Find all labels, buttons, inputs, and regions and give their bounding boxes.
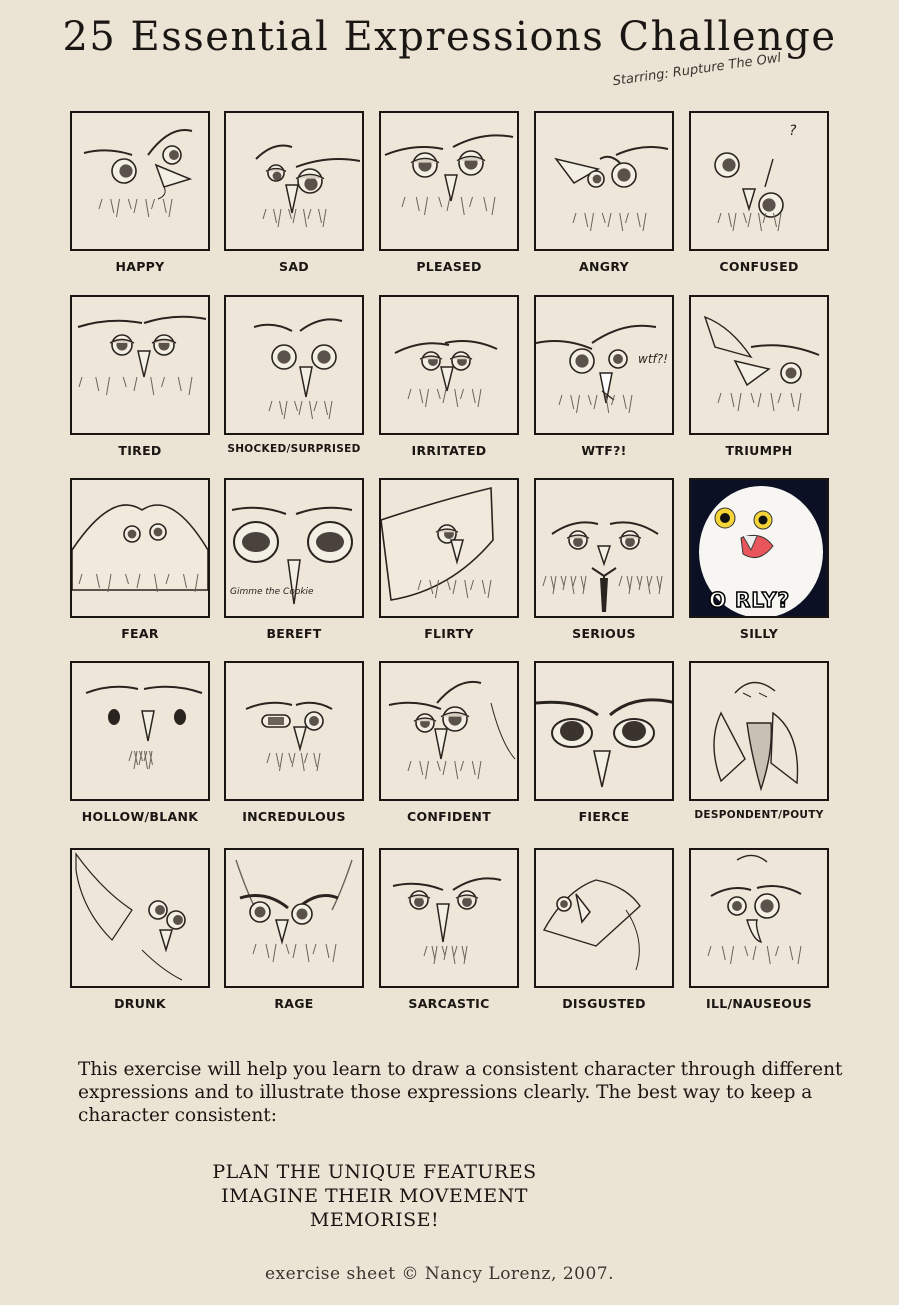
expression-cell-sad xyxy=(224,111,364,274)
expression-label: WTF?! xyxy=(581,443,627,458)
expression-cell-triumph xyxy=(689,295,829,458)
body-paragraph: This exercise will help you learn to draw a consistent character through different expressions and to illustrate those expressions clearly. The best way to keep a character consistent: xyxy=(78,1059,843,1126)
expression-cell-pleased xyxy=(379,111,519,274)
expression-cell-flirty xyxy=(379,478,519,641)
plan-line: MEMORISE! xyxy=(309,1209,440,1231)
expression-cell-ill-nauseous xyxy=(689,848,829,1011)
owl-sketch xyxy=(379,661,519,801)
expression-cell-shocked-surprised xyxy=(224,295,364,455)
expression-cell-incredulous xyxy=(224,661,364,824)
expression-cell-disgusted xyxy=(534,848,674,1011)
expression-cell-hollow-blank xyxy=(70,661,210,824)
expression-cell-rage xyxy=(224,848,364,1011)
owl-sketch xyxy=(689,295,829,435)
expression-cell-irritated xyxy=(379,295,519,458)
expression-label: BEREFT xyxy=(266,626,322,641)
silly-caption: O RLY? xyxy=(709,588,791,612)
expression-cell-confident xyxy=(379,661,519,824)
expression-label: PLEASED xyxy=(416,259,482,274)
owl-sketch xyxy=(70,478,210,618)
owl-sketch xyxy=(224,848,364,988)
expression-label: CONFUSED xyxy=(719,259,799,274)
expression-label: FLIRTY xyxy=(424,626,474,641)
expression-cell-fierce xyxy=(534,661,674,824)
expression-label: ANGRY xyxy=(579,259,629,274)
owl-sketch xyxy=(224,111,364,251)
page-subtitle: Starring: Rupture The Owl xyxy=(611,50,782,90)
expression-label: RAGE xyxy=(274,996,314,1011)
owl-sketch xyxy=(534,111,674,251)
expression-cell-despondent-pouty xyxy=(689,661,829,821)
svg-text:Gimme the Cookie: Gimme the Cookie xyxy=(230,587,314,597)
expression-cell-drunk xyxy=(70,848,210,1011)
owl-sketch xyxy=(689,848,829,988)
owl-sketch xyxy=(70,295,210,435)
expression-cell-angry xyxy=(534,111,674,274)
expression-cell-wtf xyxy=(534,295,674,458)
expression-label: HOLLOW/BLANK xyxy=(81,809,199,824)
owl-sketch xyxy=(224,478,364,618)
expression-label: HAPPY xyxy=(115,259,165,274)
owl-sketch xyxy=(379,848,519,988)
expression-label: DESPONDENT/POUTY xyxy=(694,809,824,821)
footer-credit: exercise sheet © Nancy Lorenz, 2007. xyxy=(265,1264,614,1284)
expression-label: IRRITATED xyxy=(411,443,487,458)
expression-cell-bereft xyxy=(224,478,364,641)
owl-sketch xyxy=(70,848,210,988)
owl-sketch xyxy=(534,661,674,801)
expression-cell-sarcastic xyxy=(379,848,519,1011)
owl-sketch xyxy=(70,111,210,251)
page-title: 25 Essential Expressions Challenge xyxy=(62,14,837,60)
expression-label: FIERCE xyxy=(578,809,630,824)
owl-sketch xyxy=(534,478,674,618)
owl-sketch xyxy=(379,478,519,618)
expression-cell-happy xyxy=(70,111,210,274)
expression-label: FEAR xyxy=(121,626,159,641)
expression-cell-confused xyxy=(689,111,829,274)
expression-label: TIRED xyxy=(118,443,162,458)
expression-cell-serious xyxy=(534,478,674,641)
owl-sketch xyxy=(534,848,674,988)
owl-sketch xyxy=(689,661,829,801)
plan-line: PLAN THE UNIQUE FEATURES xyxy=(212,1161,537,1183)
plan-line: IMAGINE THEIR MOVEMENT xyxy=(221,1185,528,1207)
expression-label: TRIUMPH xyxy=(725,443,793,458)
owl-sketch xyxy=(379,295,519,435)
owl-sketch xyxy=(70,661,210,801)
owl-sketch xyxy=(224,661,364,801)
expression-label: ILL/NAUSEOUS xyxy=(706,996,812,1011)
expression-label: SARCASTIC xyxy=(408,996,490,1011)
owl-photo xyxy=(689,478,829,618)
expression-label: SAD xyxy=(279,259,309,274)
expression-label: DRUNK xyxy=(114,996,166,1011)
expression-label: CONFIDENT xyxy=(406,809,492,824)
owl-sketch xyxy=(534,295,674,435)
plan-block xyxy=(0,1160,749,1232)
expression-label: SHOCKED/SURPRISED xyxy=(227,443,361,455)
owl-sketch xyxy=(379,111,519,251)
owl-sketch xyxy=(689,111,829,251)
expression-label: SILLY xyxy=(739,626,779,641)
expression-label: DISGUSTED xyxy=(562,996,646,1011)
svg-text:wtf?!: wtf?! xyxy=(638,352,668,366)
expression-cell-silly xyxy=(689,478,829,641)
expression-label: INCREDULOUS xyxy=(242,809,346,824)
expression-cell-tired xyxy=(70,295,210,458)
svg-text:?: ? xyxy=(789,123,797,139)
owl-sketch xyxy=(224,295,364,435)
expression-cell-fear xyxy=(70,478,210,641)
expression-label: SERIOUS xyxy=(572,626,636,641)
